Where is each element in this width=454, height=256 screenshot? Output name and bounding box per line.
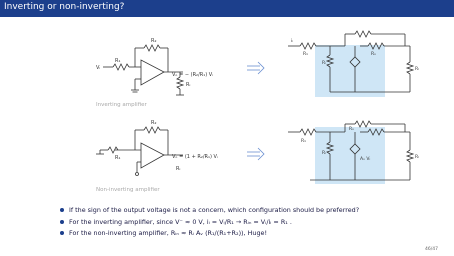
d2-ri-label: Rᵢ <box>176 166 181 172</box>
non-inverting-caption: Non-inverting amplifier <box>96 187 160 193</box>
m2-ro-label: Rₒ <box>349 127 354 132</box>
bullet-icon <box>60 220 64 224</box>
bullet-item <box>60 205 440 217</box>
d2-vo-equation: Vₒ = (1 + R₂/R₁) Vᵢ <box>172 154 218 160</box>
d2-r1-label: R₁ <box>115 155 121 161</box>
r2-resistor <box>144 45 160 51</box>
m2-r2-resistor <box>355 121 371 127</box>
m1-r1-label: R₁ <box>303 52 308 57</box>
bullet-text: If the sign of the output voltage is not a concern, which configuration should be preferred? <box>69 206 360 214</box>
inverting-amplifier-schematic <box>103 45 184 95</box>
bullet-item <box>60 217 440 229</box>
d1-r1-label: R₁ <box>115 58 121 64</box>
bullet-list <box>60 205 440 240</box>
d1-r2-label: R₂ <box>151 38 157 44</box>
d1-vi-label: Vᵢ <box>96 65 101 71</box>
d2-r2-label: R₂ <box>151 120 157 126</box>
slide-number: 46/47 <box>425 247 438 252</box>
m2-r1-label: R₁ <box>301 139 306 144</box>
r2-2-resistor <box>144 127 160 133</box>
right-arrow-icon-2 <box>247 148 264 160</box>
opamp2-triangle <box>141 143 164 168</box>
m1-ri-label: Rᵢ <box>322 61 326 66</box>
right-arrow-icon <box>247 62 264 74</box>
r1-resistor <box>113 64 129 70</box>
slide-title: Inverting or non-inverting? <box>4 2 125 12</box>
bullet-text: For the non-inverting amplifier, Rᵢₙ ≈ Rᵢ Aᵥ (R₁/(R₁+R₂)), Huge! <box>69 229 268 237</box>
m1-rl-resistor <box>407 62 413 74</box>
m2-r1-resistor <box>300 129 316 135</box>
non-inverting-amplifier-schematic <box>96 127 183 176</box>
m1-rl-label: Rₗ <box>415 67 419 72</box>
bullet-icon <box>60 208 64 212</box>
m1-r2-resistor <box>355 31 371 37</box>
m2-rl-label: Rₗ <box>415 155 419 160</box>
m2-ri-label: Rᵢ <box>322 151 326 156</box>
m1-ii-label: iᵢ <box>291 39 294 44</box>
m2-gain-label: Aᵥ Vᵢ <box>360 157 371 162</box>
opamp-triangle <box>141 60 164 85</box>
bullet-text: For the inverting amplifier, since V⁻ ≈ 0 V, iᵢ = Vᵢ/R₁ → Rᵢₙ = Vᵢ/iᵢ = R₁ . <box>69 217 292 226</box>
m2-rl-resistor <box>407 150 413 162</box>
rl-resistor <box>177 77 183 89</box>
inverting-caption: Inverting amplifier <box>96 102 147 108</box>
bullet-item <box>60 228 440 240</box>
d1-vo-equation: Vₒ = − (R₂/R₁) Vᵢ <box>172 72 214 78</box>
bullet-icon <box>60 231 64 235</box>
m1-ro-label: Rₒ <box>371 52 376 57</box>
m1-r1-resistor <box>300 43 316 49</box>
d1-ri-label: Rᵢ <box>186 82 191 88</box>
